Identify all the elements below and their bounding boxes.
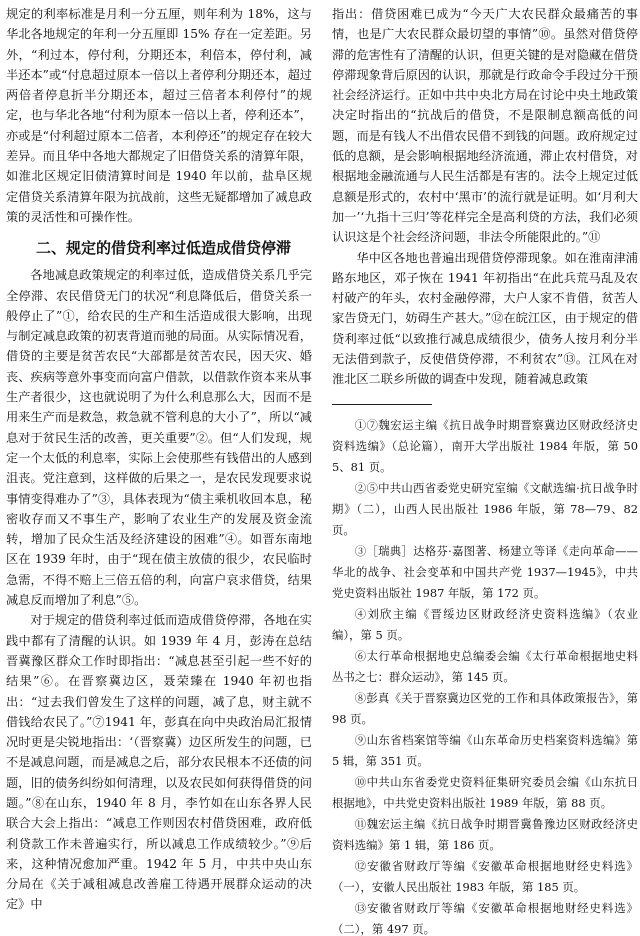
footnote: ②⑤中共山西省委党史研究室编《文献选编·抗日战争时期》（二），山西人民出版社 1986 年版，第 78—79、82 页。	[332, 481, 638, 537]
footnotes	[332, 396, 638, 936]
footnote: ①⑦魏宏运主编《抗日战争时期晋察冀边区财政经济史资料选编》（总论篇），南开大学出版社 1984 年版，第 505、81 页。	[332, 418, 638, 474]
paragraph: 对于规定的借贷利率过低而造成借贷停滞，各地在实践中都有了清醒的认识。如 1939 年 4 月，彭涛在总结晋冀豫区群众工作时即指出：“减息甚至引起一些不好的结果”⑥。在晋察冀边区，聂荣臻在 1940 年初也指出：“过去我们曾发生了这样的问题，减了息，财主就不借钱给农民了。”⑦1941 年，彭真在向中央政治局汇报情况时更是尖锐地指出：‘（晋察冀）边区所发生的问题，已不是减息问题，而是减息之后，部分农民根本不还债的问题，旧的债务纠纷如何清理，以及农民如何获得借贷的问题。”⑧在山东，1940 年 8 月，李竹如在山东各界人民联合大会上指出：“减息工作则因农村借贷困难，政府低利贷款工作未普遍实行，所以减息工作成绩较少。”⑨后来，这种情况愈加严重。1942 年 5 月，中共中央山东分局在《关于减租减息改善雇工待遇开展群众运动的决定》中	[6, 613, 312, 912]
footnote: ⑩中共山东省委党史资料征集研究委员会编《山东抗日根据地》，中共党史资料出版社 1989 年版，第 88 页。	[332, 775, 638, 810]
footnote-divider	[332, 404, 432, 405]
right-column	[332, 4, 638, 390]
footnote: ⑧彭真《关于晋察冀边区党的工作和具体政策报告》，第 98 页。	[332, 691, 638, 726]
left-column	[6, 4, 312, 915]
footnote: ④刘欣主编《晋绥边区财政经济史资料选编》（农业编），第 5 页。	[332, 607, 638, 642]
section-heading: 二、规定的借贷利率过低造成借贷停滞	[36, 239, 292, 258]
paragraph-continued: 规定的利率标准是月利一分五厘，则年利为 18%，这与华北各地规定的年利一分五厘即 15% 存在一定差距。另外，“利过本，停付利，分期还本，利倍本，停付利，减半还本”或“付息超过原本一倍以上者停利分期还本，超过两倍者停息折半分期还本，超过三倍者本利停付”的规定，也与华北各地“付利为原本一倍以上者，停利还本”，亦或是“付利超过原本二倍者，本利停还”的规定存在较大差异。而且华中各地大都规定了旧借贷关系的清算年限，如淮北区规定旧债清算时间是 1940 年以前，盐阜区规定借贷关系清算年限为抗战前，这些无疑都增加了减息政策的灵活性和可操作性。	[6, 7, 312, 224]
footnote: ⑪魏宏运主编《抗日战争时期晋冀鲁豫边区财政经济史资料选编》第 1 辑，第 186 页。	[332, 817, 638, 852]
paragraph-continued: 指出：借贷困难已成为“今天广大农民群众最痛苦的事情，也是广大农民群众最切望的事情”⑩。虽然对借贷停滞的危害性有了清醒的认识，但更关键的是对隐藏在借贷停滞现象背后原因的认识，那就是行政命令手段过分干预社会经济运行。正如中共中央北方局在讨论中央土地政策决定时指出的“抗战后的借贷，不是限制息额高低的问题，而是有钱人不出借农民借不到钱的问题。政府规定过低的息额，是会影响根据地经济流通，滞止农村借贷，对根据地金融流通与人民生活都是有害的。法令上规定过低息额是形式的，农村中‘黑市’的流行就是证明。如‘月利大加一’‘九指十三归’等花样完全是高利贷的方法，我们必须认识这是个社会经济问题，非法令所能限此的。”⑪	[332, 7, 638, 245]
footnote: ⑫安徽省财政厅等编《安徽革命根据地财经史料选》（一），安徽人民出版社 1983 年版，第 185 页。	[332, 859, 638, 894]
paragraph: 各地减息政策规定的利率过低，造成借贷关系几乎完全停滞、农民借贷无门的状况“利息降低后，借贷关系一般停止了”①，给农民的生产和生活造成很大影响，出现与制定减息政策的初衷背道而驰的局面。从实际情况看，借贷的主要是贫苦农民“大部都是贫苦农民，因天灾、婚丧、疾病等意外事变而向富户借款，以借款作资本来从事生产者很少，这也就说明了为什么利息那么大，因而不是用来生产而是救急，救急就不管利息的大小了”，所以“减息对于贫民生活的改善，更关重要”②。但“人们发现，规定一个太低的利息率，实际上会使那些有钱借出的人感到沮丧。党注意到，这样做的后果之一，是农民发现要求说事情变得难办了”③，具体表现为“债主乘机收回本息，秘密收存而又不事生产，影响了农业生产的发展及资金流转，增加了民众生活及经济建设的困难”④。如晋东南地区在 1939 年时，由于“现在债主放债的很少，农民临时急需，不得不赔上三倍五倍的利，向富户哀求借贷，结果减息反而增加了利息”⑤。	[6, 268, 312, 608]
footnote: ⑥太行革命根据地史总编委会编《太行革命根据地史料丛书之七：群众运动》，第 145 页。	[332, 649, 638, 684]
footnote: ⑬安徽省财政厅等编《安徽革命根据地财经史料选》（二），第 497 页。	[332, 901, 638, 936]
footnote: ③［瑞典］达格芬·嘉图著、杨建立等译《走向革命——华北的战争、社会变革和中国共产党 1937—1945》，中共党史资料出版社 1987 年版，第 172 页。	[332, 544, 638, 600]
footnote: ⑨山东省档案馆等编《山东革命历史档案资料选编》第 5 辑，第 351 页。	[332, 733, 638, 768]
paragraph: 华中区各地也普遍出现借贷停滞现象。如在淮南津浦路东地区，邓子恢在 1941 年初指出“在此兵荒马乱及农村破产的年头，农村金融停滞，大户人家不肯借，贫苦人家告贷无门，妨碍生产甚大。”⑫在皖江区，由于规定的借贷利率过低“以致推行减息成绩很少，债务人按月利分半无法借到款子，反使借贷停滞，不利贫农”⑬。江风在对淮北区二联乡所做的调查中发现，随着减息政策	[332, 250, 638, 387]
